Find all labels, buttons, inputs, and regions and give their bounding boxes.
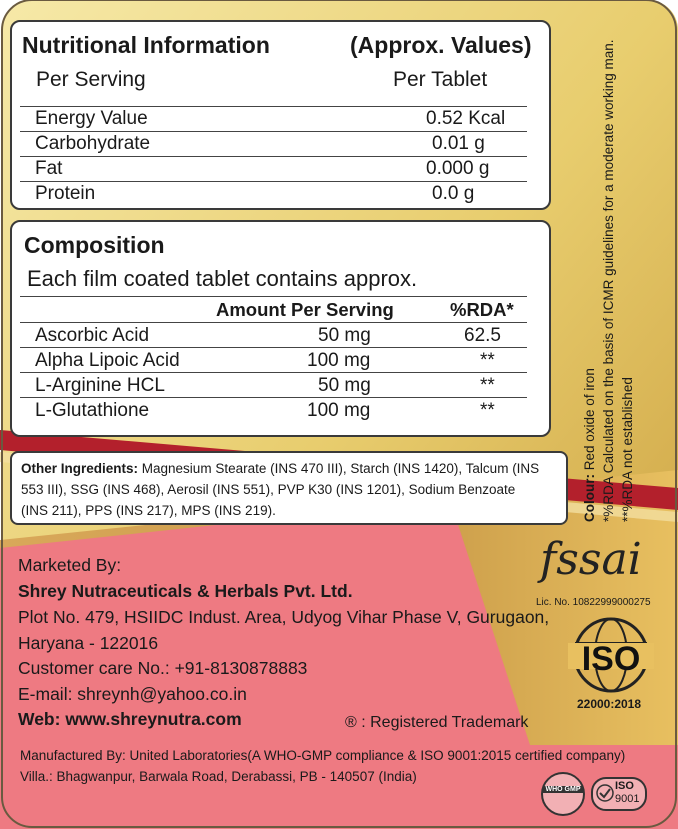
nutrient-name: Carbohydrate bbox=[35, 133, 151, 154]
ingredient-rda: ** bbox=[480, 400, 495, 421]
composition-panel bbox=[10, 220, 551, 437]
other-ingredients-text: Magnesium Stearate (INS 470 III), Starch (INS 1420), Talcum (INS bbox=[141, 461, 540, 476]
ingredient-rda: ** bbox=[480, 375, 495, 396]
address-line-1: Plot No. 479, HSIIDC Indust. Area, Udyog Vihar Phase V, Gurugaon, bbox=[18, 607, 550, 627]
who-gmp-text: WHO GMP bbox=[543, 786, 583, 793]
nutrient-name: Fat bbox=[35, 158, 63, 179]
table-row bbox=[20, 182, 527, 206]
composition-subtitle: Each film coated tablet contains approx. bbox=[27, 266, 418, 291]
ingredient-amount: 100 mg bbox=[307, 400, 371, 421]
ingredient-name: Ascorbic Acid bbox=[35, 325, 150, 346]
iso-9001-number: 9001 bbox=[615, 793, 640, 805]
address-line-2: Haryana - 122016 bbox=[18, 633, 159, 653]
iso-badge-text: ISO bbox=[581, 640, 641, 678]
other-ingredients-line: (INS 211), PPS (INS 217), MPS (INS 219). bbox=[21, 503, 276, 518]
rda-footnote: *%RDA Calculated on the basis of ICMR guidelines for a moderate working man. bbox=[601, 39, 616, 522]
manufacturer-line-2: Villa.: Bhagwanpur, Barwala Road, Derabassi, PB - 140507 (India) bbox=[20, 769, 417, 784]
per-serving-label: Per Serving bbox=[36, 68, 146, 91]
ingredient-name: L-Glutathione bbox=[35, 400, 150, 421]
other-ingredients-panel bbox=[10, 451, 568, 525]
other-ingredients-line: 553 III), SSG (INS 468), Aerosil (INS 551), PVP K30 (INS 1201), Sodium Benzoate bbox=[21, 482, 516, 497]
registered-trademark-note: ® : Registered Trademark bbox=[345, 714, 529, 731]
composition-title: Composition bbox=[24, 232, 165, 258]
nutrition-note: (Approx. Values) bbox=[350, 32, 532, 58]
composition-table bbox=[20, 296, 527, 426]
company-name: Shrey Nutraceuticals & Herbals Pvt. Ltd. bbox=[18, 581, 353, 601]
ingredient-name: Alpha Lipoic Acid bbox=[35, 350, 180, 371]
ingredient-rda: 62.5 bbox=[464, 325, 501, 346]
nutrient-name: Protein bbox=[35, 183, 96, 204]
colour-value: Red oxide of iron bbox=[582, 368, 597, 471]
ingredient-amount: 100 mg bbox=[307, 350, 371, 371]
nutrition-table bbox=[20, 106, 527, 206]
iso-9001-label: ISO bbox=[615, 780, 634, 792]
not-established-footnote: **%RDA not established bbox=[620, 377, 635, 522]
iso-9001-badge bbox=[591, 777, 647, 811]
nutrient-value: 0.52 Kcal bbox=[426, 108, 506, 129]
iso-standard: 22000:2018 bbox=[576, 697, 642, 711]
table-row bbox=[20, 157, 527, 182]
fssai-logo: fssai bbox=[540, 534, 642, 585]
nutrient-name: Energy Value bbox=[35, 108, 148, 129]
ingredient-name: L-Arginine HCL bbox=[35, 375, 165, 396]
email: E-mail: shreynh@yahoo.co.in bbox=[18, 684, 247, 704]
amount-column-header: Amount Per Serving bbox=[216, 299, 394, 320]
table-row bbox=[20, 107, 527, 132]
marketed-by-label: Marketed By: bbox=[18, 555, 122, 575]
who-gmp-badge bbox=[541, 772, 585, 816]
ingredient-amount: 50 mg bbox=[318, 375, 371, 396]
nutrition-panel bbox=[10, 20, 551, 210]
other-ingredients-label: Other Ingredients: bbox=[21, 461, 139, 476]
customer-care: Customer care No.: +91-8130878883 bbox=[18, 658, 308, 678]
nutrient-value: 0.000 g bbox=[426, 158, 490, 179]
website-link[interactable]: Web: www.shreynutra.com bbox=[18, 709, 242, 729]
fssai-license: Lic. No. 10822999000275 bbox=[536, 597, 651, 608]
ingredient-amount: 50 mg bbox=[318, 325, 371, 346]
rda-column-header: %RDA* bbox=[450, 299, 514, 320]
ingredient-rda: ** bbox=[480, 350, 495, 371]
per-tablet-label: Per Tablet bbox=[393, 68, 488, 91]
nutrient-value: 0.01 g bbox=[432, 133, 485, 154]
nutrient-value: 0.0 g bbox=[432, 183, 475, 204]
colour-note bbox=[582, 368, 597, 522]
nutrition-title: Nutritional Information bbox=[22, 32, 270, 58]
checkmark-icon bbox=[596, 784, 614, 802]
manufacturer-line-1: Manufactured By: United Laboratories(A WHO-GMP compliance & ISO 9001:2015 certified company) bbox=[20, 748, 626, 763]
table-row bbox=[20, 132, 527, 157]
colour-label: Colour: bbox=[582, 474, 597, 522]
other-ingredients-line bbox=[21, 459, 539, 479]
